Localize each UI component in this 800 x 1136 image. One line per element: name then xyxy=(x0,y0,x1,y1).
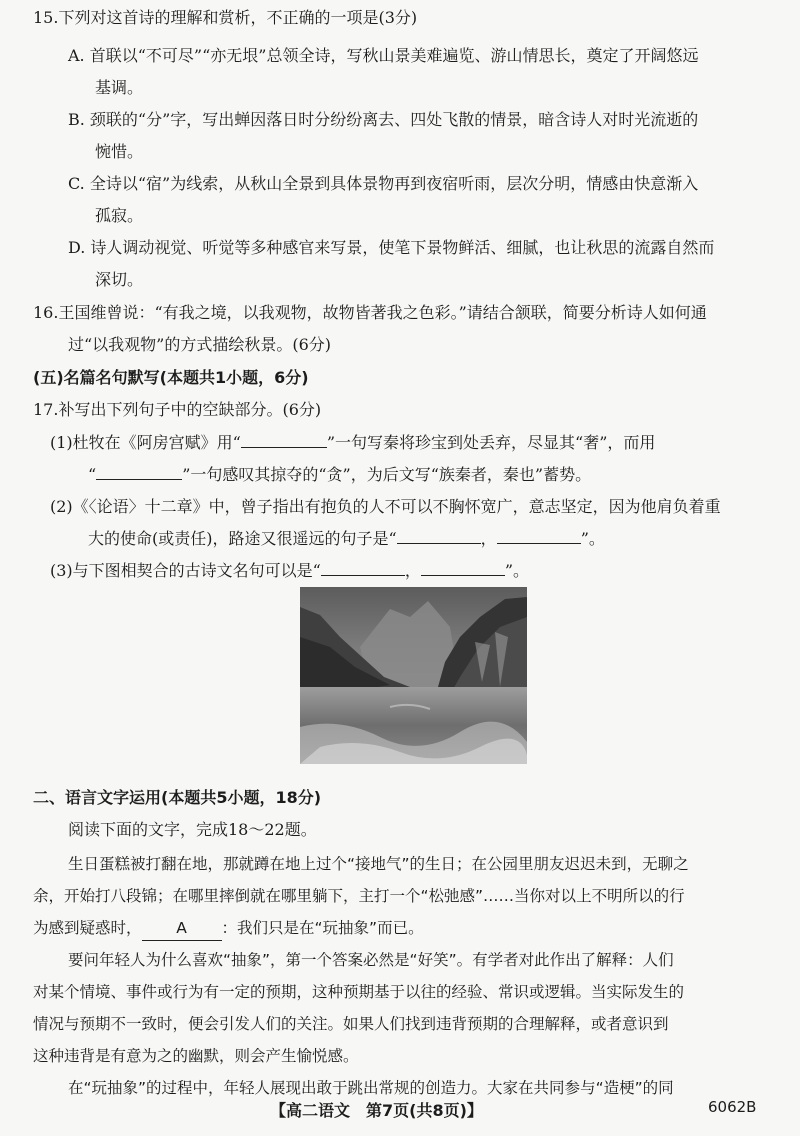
q17-item1-text-c: “ xyxy=(88,465,97,484)
q17-item1-text-a: (1)杜牧在《阿房宫赋》用“ xyxy=(50,433,241,452)
passage-p2-line3: 情况与预期不一致时，便会引发人们的关注。如果人们找到违背预期的合理解释，或者意识到 xyxy=(33,1015,669,1033)
q17-item3-comma: ， xyxy=(404,561,421,580)
q17-item2-close: ”。 xyxy=(580,529,605,548)
q15-option-a-line2: 基调。 xyxy=(95,78,144,97)
q15-option-c-line1: C. 全诗以“宿”为线索，从秋山全景到具体景物再到夜宿听雨，层次分明，情感由快意渐入 xyxy=(68,174,699,193)
section-5-heading: (五)名篇名句默写(本题共1小题，6分) xyxy=(33,368,309,387)
q17-item2-line1: (2)《〈论语〉十二章》中，曾子指出有抱负的人不可以不胸怀宽广，意志坚定，因为他肩负着重 xyxy=(50,497,721,516)
q15-option-d-line2: 深切。 xyxy=(95,270,144,289)
answer-blank-2[interactable] xyxy=(96,463,182,480)
q17-item2-comma: ， xyxy=(480,529,497,548)
q17-item1-line1 xyxy=(50,431,655,455)
passage-p1-text-a: 为感到疑惑时， xyxy=(33,919,142,937)
q17-item1-text-b: ”一句写秦将珍宝到处丢弃，尽显其“奢”，而用 xyxy=(326,433,656,452)
q15-option-b-line2: 惋惜。 xyxy=(95,142,144,161)
paper-code: 6062B xyxy=(708,1098,757,1116)
answer-blank-6[interactable] xyxy=(421,559,505,576)
passage-p2-line1: 要问年轻人为什么喜欢“抽象”，第一个答案必然是“好笑”。有学者对此作出了解释：人们 xyxy=(68,951,674,969)
gorge-river-photo xyxy=(300,587,527,764)
passage-p1-line1: 生日蛋糕被打翻在地，那就蹲在地上过个“接地气”的生日；在公园里朋友迟迟未到，无聊之 xyxy=(68,855,689,873)
q15-stem: 15.下列对这首诗的理解和赏析，不正确的一项是(3分) xyxy=(33,8,418,27)
q16-line1: 16.王国维曾说：“有我之境，以我观物，故物皆著我之色彩。”请结合颔联，简要分析诗人如何通 xyxy=(33,303,707,322)
passage-p3-line1: 在“玩抽象”的过程中，年轻人展现出敢于跳出常规的创造力。大家在共同参与“造梗”的同 xyxy=(68,1079,674,1097)
q15-option-a-line1: A. 首联以“不可尽”“亦无垠”总领全诗，写秋山景美难遍览、游山情思长，奠定了开阔悠远 xyxy=(68,46,699,65)
page-footer-label: 【高二语文 第7页(共8页)】 xyxy=(270,1101,483,1120)
passage-p1-line2: 余，开始打八段锦；在哪里摔倒就在哪里躺下，主打一个“松弛感”……当你对以上不明所以的行 xyxy=(33,887,685,905)
answer-blank-3[interactable] xyxy=(397,527,481,544)
q15-option-c-line2: 孤寂。 xyxy=(95,206,144,225)
q17-stem: 17.补写出下列句子中的空缺部分。(6分) xyxy=(33,400,322,419)
passage-p1-text-b: ：我们只是在“玩抽象”而已。 xyxy=(221,919,424,937)
passage-p2-line2: 对某个情境、事件或行为有一定的预期，这种预期基于以往的经验、常识或逻辑。当实际发生的 xyxy=(33,983,685,1001)
q17-item1-text-d: ”一句感叹其掠夺的“贪”，为后文写“族秦者，秦也”蓄势。 xyxy=(182,465,592,484)
section-2-heading: 二、语言文字运用(本题共5小题，18分) xyxy=(33,788,322,807)
q15-option-b-line1: B. 颈联的“分”字，写出蝉因落日时分纷纷离去、四处飞散的情景，暗含诗人对时光流逝的 xyxy=(68,110,699,129)
q17-item3-text-a: (3)与下图相契合的古诗文名句可以是“ xyxy=(50,561,321,580)
q15-option-d-line1: D. 诗人调动视觉、听觉等多种感官来写景，使笔下景物鲜活、细腻，也让秋思的流露自然而 xyxy=(68,238,715,257)
q17-item3-line xyxy=(50,559,529,583)
passage-intro: 阅读下面的文字，完成18～22题。 xyxy=(68,820,317,839)
answer-blank-1[interactable] xyxy=(241,431,327,448)
answer-blank-4[interactable] xyxy=(497,527,581,544)
answer-blank-5[interactable] xyxy=(321,559,405,576)
q17-item2-text-b: 大的使命(或责任)，路途又很遥远的句子是“ xyxy=(88,529,397,548)
passage-p1-line3 xyxy=(33,916,424,941)
q17-item2-line2 xyxy=(88,527,605,551)
blank-a[interactable]: A xyxy=(142,916,222,941)
q17-item3-close: ”。 xyxy=(504,561,530,580)
q17-item1-line2 xyxy=(88,463,591,487)
passage-p2-line4: 这种违背是有意为之的幽默，则会产生愉悦感。 xyxy=(33,1047,359,1065)
q16-line2: 过“以我观物”的方式描绘秋景。(6分) xyxy=(68,335,332,354)
